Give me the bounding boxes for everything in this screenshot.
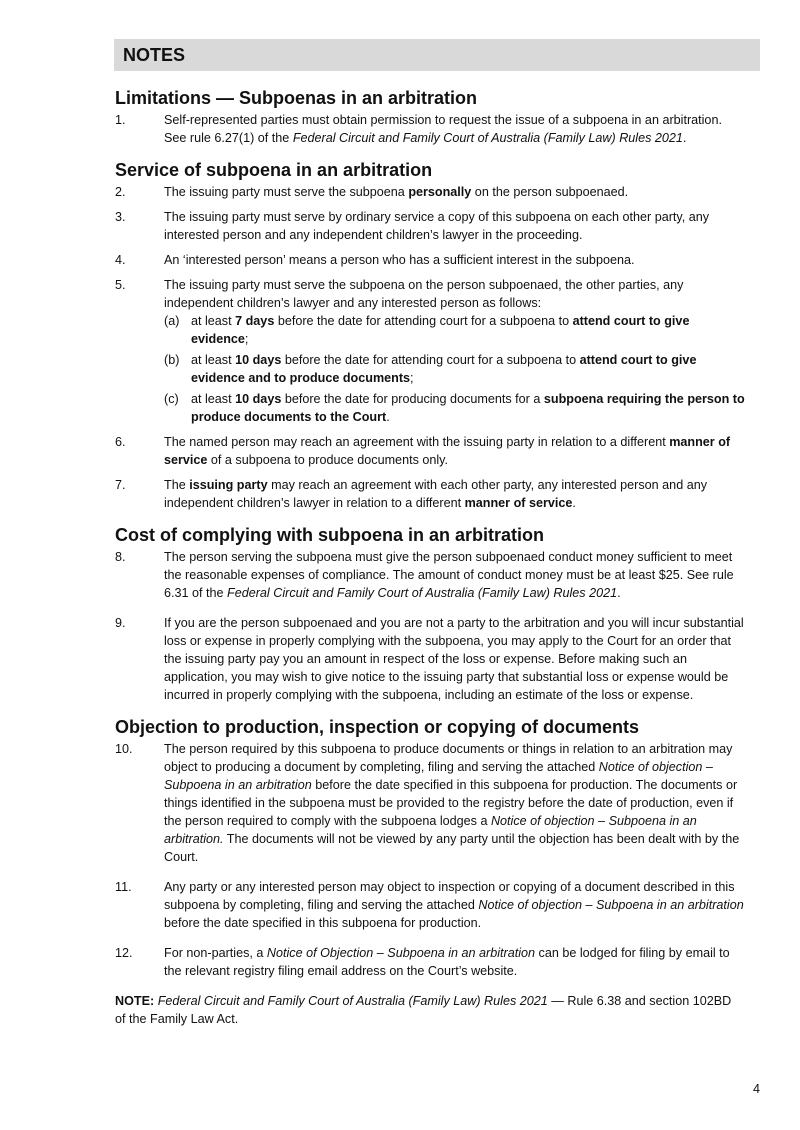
page-number: 4 xyxy=(753,1082,761,1096)
note-item-8 xyxy=(115,548,745,602)
item-text: For non-parties, a xyxy=(164,946,267,960)
item-number: 5. xyxy=(115,278,126,292)
item-italic: Notice of Objection – Subpoena in an arbitration xyxy=(266,946,536,960)
item-text: An ‘interested person’ means a person who has a sufficient interest in the subpoena. xyxy=(164,253,635,267)
item-number: 7. xyxy=(115,478,126,492)
sub-item-b xyxy=(164,351,745,387)
item-text: . xyxy=(617,586,621,600)
item-text: The person serving the subpoena must give the person subpoenaed conduct money sufficient to meet the reasonable expenses of compliance. The amount of conduct money must be at least $25. See rule 6.31 of the xyxy=(164,550,734,600)
sub-item-a xyxy=(164,312,745,348)
item-bold: 10 days xyxy=(235,353,282,367)
item-number: 4. xyxy=(115,253,126,267)
item-text: of a subpoena to produce documents only. xyxy=(207,453,449,467)
note-item-5 xyxy=(115,276,745,426)
item-number: 10. xyxy=(115,742,133,756)
item-number: 1. xyxy=(115,113,126,127)
notes-content xyxy=(115,87,745,1028)
sub-letter: (a) xyxy=(164,314,180,328)
closing-note xyxy=(115,992,745,1028)
item-text: before the date for attending court for a subpoena to xyxy=(281,353,580,367)
item-text: can be lodged for filing by email to the relevant registry filing email address on the Court’s website. xyxy=(164,946,730,978)
sub-item-c xyxy=(164,390,745,426)
item-italic: Notice of objection – Subpoena in an arbitration. xyxy=(164,814,697,846)
item-bold: 7 days xyxy=(235,314,275,328)
item-text: . xyxy=(386,410,390,424)
item-number: 2. xyxy=(115,185,126,199)
item-number: 6. xyxy=(115,435,126,449)
item-bold: subpoena requiring the person to produce documents to the Court xyxy=(191,392,745,424)
note-item-6 xyxy=(115,433,745,469)
item-text: . xyxy=(682,131,687,145)
item-text: may reach an agreement with each other party, any interested person and any independent children’s lawyer in relation to a different xyxy=(164,478,707,510)
item-number: 8. xyxy=(115,550,126,564)
item-italic: Federal Circuit and Family Court of Australia (Family Law) Rules 2021 xyxy=(292,131,683,145)
note-item-4 xyxy=(115,251,745,269)
item-text: on the person subpoenaed. xyxy=(471,185,629,199)
item-text: ; xyxy=(244,332,249,346)
item-italic: Federal Circuit and Family Court of Australia (Family Law) Rules 2021 xyxy=(227,586,618,600)
item-text: ; xyxy=(410,371,414,385)
item-text: The named person may reach an agreement with the issuing party in relation to a different xyxy=(164,435,670,449)
sub-letter: (c) xyxy=(164,392,179,406)
note-item-9 xyxy=(115,614,745,704)
item-text: . xyxy=(572,496,576,510)
section-heading: Limitations — Subpoenas in an arbitration xyxy=(115,88,478,108)
item-text: before the date for producing documents for a xyxy=(281,392,544,406)
item-text: The documents will not be viewed by any party until the objection has been dealt with by the Court. xyxy=(164,832,740,864)
item-text: — Rule 6.38 and section 102BD of the Family Law Act. xyxy=(115,994,732,1026)
note-item-7 xyxy=(115,476,745,512)
item-text: at least xyxy=(191,353,236,367)
item-italic: Notice of objection – Subpoena in an arbitration xyxy=(478,898,744,912)
item-bold: attend court to give evidence xyxy=(191,314,690,346)
item-text: at least xyxy=(191,392,236,406)
section-heading: Cost of complying with subpoena in an arbitration xyxy=(115,525,545,545)
item-number: 9. xyxy=(115,616,126,630)
item-number: 11. xyxy=(115,880,132,894)
note-item-3 xyxy=(115,208,745,244)
item-text: The issuing party must serve the subpoena on the person subpoenaed, the other parties, any independent children’s lawyer and any interested person as follows: xyxy=(164,278,684,310)
item-text: before the date specified in this subpoena for production. xyxy=(164,916,482,930)
item-bold: issuing party xyxy=(189,478,268,492)
item-italic: Notice of objection – Subpoena in an arbitration xyxy=(164,760,713,792)
note-item-11 xyxy=(115,878,745,932)
section-heading: Service of subpoena in an arbitration xyxy=(115,160,433,180)
item-number: 3. xyxy=(115,210,126,224)
item-text: The issuing party must serve the subpoena xyxy=(164,185,409,199)
item-text: The issuing party must serve by ordinary service a copy of this subpoena on each other party, any interested person and any independent children’s lawyer in the proceeding. xyxy=(164,210,710,242)
notes-title: NOTES xyxy=(123,45,186,65)
item-text: If you are the person subpoenaed and you are not a party to the arbitration and you will incur substantial loss or expense in properly complying with the subpoena, you may apply to the Court for an order that the issuing party pay you an amount in respect of the loss or expense. Before making such an application, you may wish to give notice to the issuing party that substantial loss or expense would be incurred in properly complying with the subpoena, including an estimate of the loss or expense. xyxy=(164,616,744,702)
item-text: before the date for attending court for a subpoena to xyxy=(274,314,573,328)
notes-header-bar xyxy=(114,39,760,71)
item-text: Any party or any interested person may object to inspection or copying of a document described in this subpoena by completing, filing and serving the attached xyxy=(164,880,735,912)
note-item-2 xyxy=(115,183,745,201)
item-bold: 10 days xyxy=(235,392,282,406)
item-number: 12. xyxy=(115,946,133,960)
note-item-12 xyxy=(115,944,745,980)
note-item-10 xyxy=(115,740,745,866)
section-cost xyxy=(115,524,745,704)
item-text: at least xyxy=(191,314,236,328)
section-service xyxy=(115,159,745,512)
item-text: before the date specified in this subpoena for production. The documents or things identified in the subpoena must be provided to the registry before the date of production, even if the person required to comply with the subpoena lodges a xyxy=(164,778,738,828)
item-text: Self-represented parties must obtain permission to request the issue of a subpoena in an arbitration. See rule 6.27(1) of the xyxy=(164,113,722,145)
sub-letter: (b) xyxy=(164,353,180,367)
section-limitations xyxy=(115,87,745,147)
item-bold: manner of service xyxy=(464,496,573,510)
item-bold: manner of service xyxy=(164,435,731,467)
item-bold: attend court to give evidence and to produce documents xyxy=(191,353,697,385)
section-objection xyxy=(115,716,745,980)
item-text: The xyxy=(164,478,190,492)
note-item-1 xyxy=(115,111,745,147)
item-bold: personally xyxy=(408,185,472,199)
item-italic: Federal Circuit and Family Court of Australia (Family Law) Rules 2021 xyxy=(157,994,548,1008)
section-heading: Objection to production, inspection or copying of documents xyxy=(115,717,639,737)
note-label: NOTE: xyxy=(115,994,155,1008)
item-text: The person required by this subpoena to produce documents or things in relation to an arbitration may object to producing a document by completing, filing and serving the attached xyxy=(164,742,733,774)
